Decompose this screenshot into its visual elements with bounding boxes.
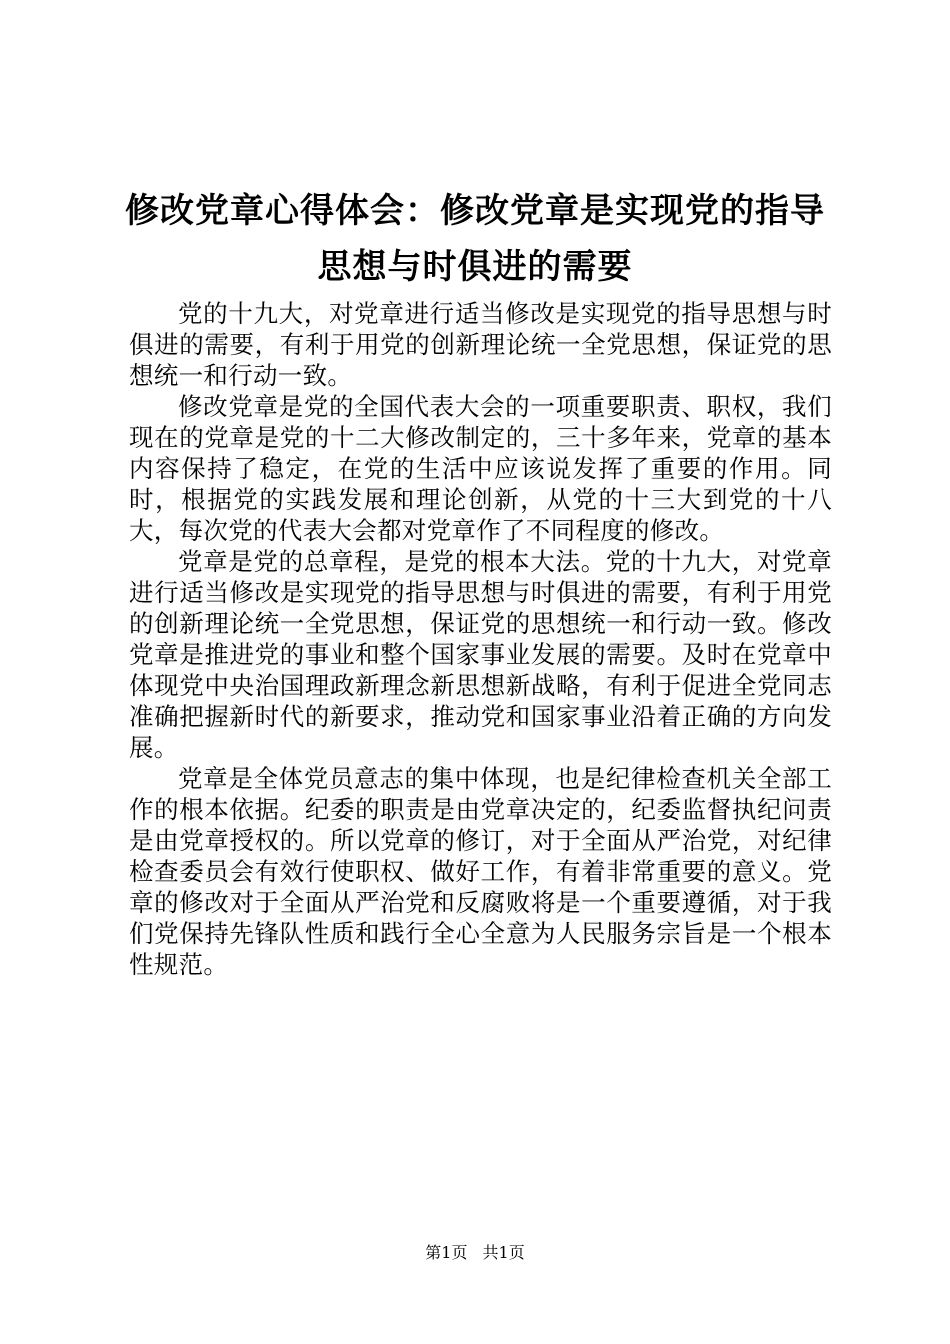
title-line-2: 思想与时俱进的需要	[317, 247, 633, 287]
title-line-1: 修改党章心得体会：修改党章是实现党的指导	[125, 191, 825, 231]
paragraph-2: 修改党章是党的全国代表大会的一项重要职责、职权，我们现在的党章是党的十二大修改制定的，三十多年来，党章的基本内容保持了稳定，在党的生活中应该说发挥了重要的作用。同时，根据党的实践发展和理论创新，从党的十三大到党的十八大，每次党的代表大会都对党章作了不同程度的修改。	[129, 392, 832, 545]
document-body	[129, 298, 832, 980]
page-footer	[0, 1243, 950, 1263]
paragraph-3: 党章是党的总章程，是党的根本大法。党的十九大，对党章进行适当修改是实现党的指导思想与时俱进的需要，有利于用党的创新理论统一全党思想，保证党的思想统一和行动一致。修改党章是推进党的事业和整个国家事业发展的需要。及时在党章中体现党中央治国理政新理念新思想新战略，有利于促进全党同志准确把握新时代的新要求，推动党和国家事业沿着正确的方向发展。	[129, 547, 832, 762]
page-number-current: 第1页	[425, 1243, 468, 1262]
page-number-total: 共1页	[482, 1243, 525, 1262]
document-title	[112, 183, 838, 295]
paragraph-4: 党章是全体党员意志的集中体现，也是纪律检查机关全部工作的根本依据。纪委的职责是由党章决定的，纪委监督执纪问责是由党章授权的。所以党章的修订，对于全面从严治党，对纪律检查委员会有效行使职权、做好工作，有着非常重要的意义。党章的修改对于全面从严治党和反腐败将是一个重要遵循，对于我们党保持先锋队性质和践行全心全意为人民服务宗旨是一个根本性规范。	[129, 764, 832, 979]
paragraph-1: 党的十九大，对党章进行适当修改是实现党的指导思想与时俱进的需要，有利于用党的创新理论统一全党思想，保证党的思想统一和行动一致。	[129, 299, 832, 390]
